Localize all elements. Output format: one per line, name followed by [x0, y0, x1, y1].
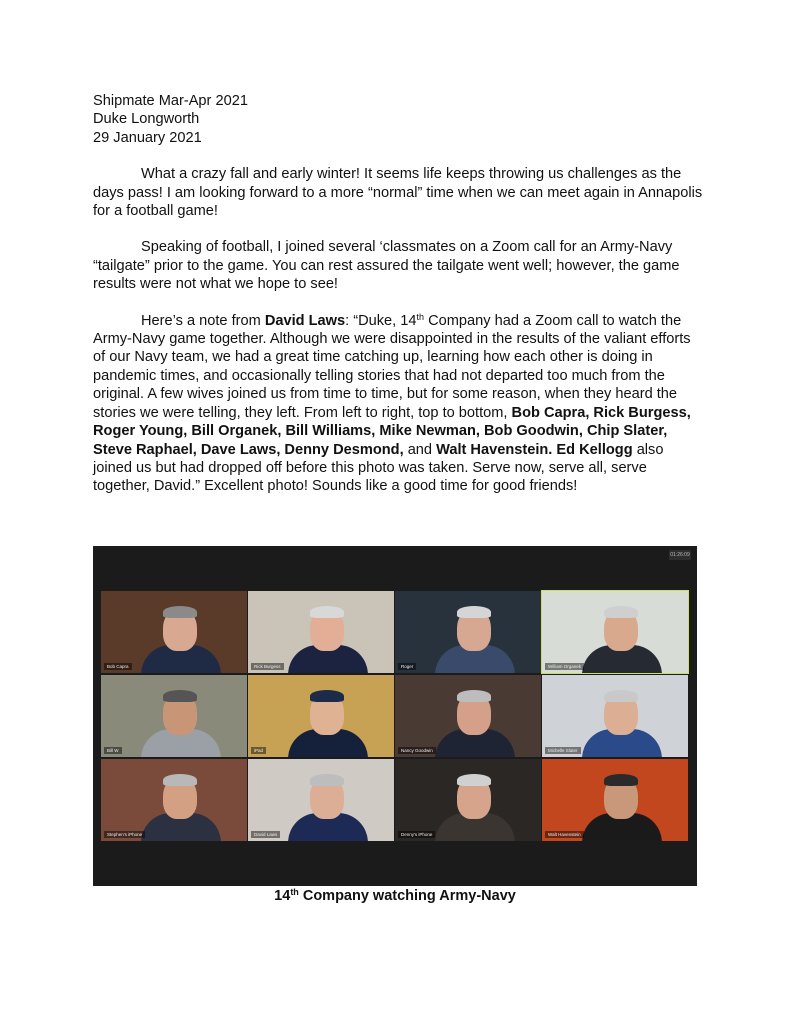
- participant-name-label: Walt Havenstein: [545, 831, 584, 838]
- participant-name-label: Rick Burgess: [251, 663, 284, 670]
- participant-name-label: Bob Capra: [104, 663, 132, 670]
- video-tile: [542, 591, 688, 673]
- bold-name: Walt Havenstein.: [436, 441, 553, 458]
- bold-name: Ed Kellogg: [556, 441, 633, 458]
- zoom-call-photo: [93, 546, 697, 886]
- participant-hair: [163, 606, 197, 618]
- video-tile: [395, 591, 541, 673]
- participant-hair: [163, 690, 197, 702]
- participant-hair: [457, 690, 491, 702]
- video-tile: [101, 675, 247, 757]
- note-text: also joined us but had dropped off before this photo was taken. Serve now, serve all, serve together, David.” Excellent photo! Sounds like a good time for good friends!: [93, 441, 664, 495]
- letter-date: 29 January 2021: [93, 129, 202, 146]
- bold-name: David Laws: [264, 312, 346, 329]
- participant-name-label: David Laws: [251, 831, 280, 838]
- video-tile: [101, 591, 247, 673]
- participant-hair: [163, 774, 197, 786]
- letter-header: [93, 92, 703, 147]
- video-tile: [248, 759, 394, 841]
- participant-hair: [457, 606, 491, 618]
- participant-name-label: Stephen's iPhone: [104, 831, 145, 838]
- participant-hair: [310, 606, 344, 618]
- participant-name-label: Bill W: [104, 747, 122, 754]
- participant-hair: [310, 690, 344, 702]
- participant-hair: [310, 774, 344, 786]
- zoom-timer: 01:26:09: [670, 552, 690, 558]
- video-tile: [101, 759, 247, 841]
- note-text: : “Duke, 14: [345, 312, 417, 329]
- video-tile: [395, 759, 541, 841]
- paragraph-football: Speaking of football, I joined several ‘classmates on a Zoom call for an Army-Navy “tailgate” prior to the game. You can rest assured the tailgate went well; however, the game results were not what we hope to see!: [93, 239, 680, 293]
- paragraph-david-note: [93, 312, 703, 496]
- participant-name-label: Roger: [398, 663, 416, 670]
- note-text: Company had a Zoom call to watch the Army-Navy game together. Although we were disappointed in the results of the valiant efforts of our Navy team, we had a great time catching up, learning how each other is doing in pandemic times, and occasionally telling stories that had not departed too much from the original. A few wives joined us from time to time, but for some reason, when they heard the stories we were telling, they left. From left to right, top to bottom,: [93, 312, 691, 421]
- participant-name-label: Michelle Slater: [545, 747, 581, 754]
- publication-line: Shipmate Mar-Apr 2021: [93, 93, 248, 109]
- ordinal-suffix: th: [416, 311, 425, 322]
- letter-body: [93, 92, 703, 496]
- participant-hair: [604, 606, 638, 618]
- video-tile: [542, 675, 688, 757]
- caption-text: Company watching Army-Navy: [298, 888, 516, 904]
- participant-hair: [604, 774, 638, 786]
- participant-name-label: William Organek: [545, 663, 584, 670]
- participant-hair: [457, 774, 491, 786]
- video-tile: [542, 759, 688, 841]
- video-tile: [248, 591, 394, 673]
- participant-name-label: Denny's iPhone: [398, 831, 435, 838]
- participant-hair: [604, 690, 638, 702]
- note-text: Here’s a note from: [141, 312, 265, 329]
- author-name: Duke Longworth: [93, 111, 200, 128]
- participant-name-label: Nancy Goodwin: [398, 747, 436, 754]
- caption-ordinal: th: [290, 887, 299, 897]
- video-tile: [395, 675, 541, 757]
- bold-names-list: Bob Capra, Rick Burgess, Roger Young, Bill Organek, Bill Williams, Mike Newman, Bob Goodwin, Chip Slater, Steve Raphael, Dave Laws, Denny Desmond,: [93, 404, 691, 458]
- photo-caption: [93, 888, 697, 904]
- participant-name-label: iPad: [251, 747, 266, 754]
- caption-text: 14: [274, 888, 291, 904]
- note-text: and: [403, 441, 437, 458]
- paragraph-opening: What a crazy fall and early winter! It seems life keeps throwing us challenges as the days pass! I am looking forward to a more “normal” time when we can meet again in Annapolis for a football game!: [93, 166, 703, 220]
- video-tile: [248, 675, 394, 757]
